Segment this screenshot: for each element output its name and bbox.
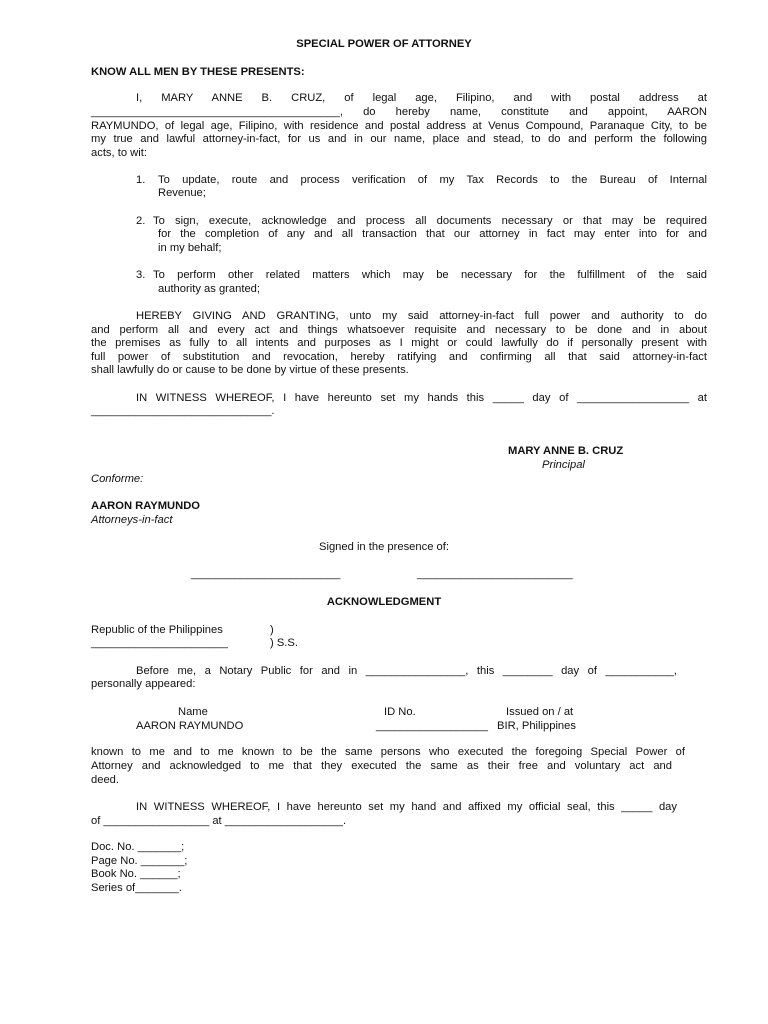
- presence-label: Signed in the presence of:: [319, 541, 449, 553]
- venue-blank: ______________________: [91, 637, 228, 649]
- witness2-line1: IN WITNESS WHEREOF, I have hereunto set my hand and affixed my official seal, this _____ day: [136, 801, 677, 813]
- intro-heading: KNOW ALL MEN BY THESE PRESENTS:: [91, 66, 305, 78]
- witness1-line1: IN WITNESS WHEREOF, I have hereunto set my hands this _____ day of __________________ at: [136, 392, 707, 404]
- table-cell-issued: BIR, Philippines: [497, 720, 576, 732]
- item1-number: 1.: [136, 174, 146, 186]
- para2-line5: shall lawfully do or cause to be done by virtue of these presents.: [91, 364, 409, 376]
- item3-number: 3.: [136, 269, 146, 281]
- para2-line1: HEREBY GIVING AND GRANTING, unto my said attorney-in-fact full power and authority to do: [136, 310, 707, 322]
- witness-signature-line-1: ________________________: [191, 568, 341, 580]
- para1-line1: I, MARY ANNE B. CRUZ, of legal age, Filipino, and with postal address at: [136, 92, 707, 104]
- para2-line3: the premises as fully to all intents and purposes as I might or could lawfully do if personally present with: [91, 337, 707, 349]
- item2-line1: To sign, execute, acknowledge and process all documents necessary or that may be required: [153, 215, 707, 227]
- item2-line2: for the completion of any and all transaction that our attorney in fact may enter into for and: [158, 228, 707, 240]
- table-header-id: ID No.: [384, 706, 416, 718]
- principal-role: Principal: [542, 459, 585, 471]
- item3-line1: To perform other related matters which may be necessary for the fulfillment of the said: [153, 269, 707, 281]
- before-me-line1: Before me, a Notary Public for and in ________________, this ________ day of ___________,: [136, 665, 677, 677]
- para2-line2: and perform all and every act and things whatsoever requisite and necessary to be done and in about: [91, 324, 707, 336]
- before-me-line2: personally appeared:: [91, 678, 196, 690]
- series-of: Series of_______.: [91, 882, 182, 894]
- known-line2: Attorney and acknowledged to me that they executed the same as their free and voluntary act and: [91, 760, 672, 772]
- para1-line3: RAYMUNDO, of legal age, Filipino, with residence and postal address at Venus Compound, Paranaque City, to be: [91, 120, 707, 132]
- table-header-issued: Issued on / at: [506, 706, 574, 718]
- known-line3: deed.: [91, 774, 119, 786]
- table-cell-id: __________________: [376, 720, 488, 732]
- page-no: Page No. _______;: [91, 855, 188, 867]
- acknowledgment-title: ACKNOWLEDGMENT: [326, 596, 442, 608]
- doc-no: Doc. No. _______;: [91, 841, 185, 853]
- para1-line2: ________________________________________, do hereby name, constitute and appoint, AARON: [91, 106, 707, 118]
- attorney-role: Attorneys-in-fact: [91, 514, 173, 526]
- venue-paren: ): [270, 624, 274, 636]
- witness2-line2: of _________________ at ___________________.: [91, 815, 347, 827]
- principal-name: MARY ANNE B. CRUZ: [508, 445, 624, 457]
- venue-country: Republic of the Philippines: [91, 624, 223, 636]
- item1-line1: To update, route and process verification of my Tax Records to the Bureau of Internal: [158, 174, 707, 186]
- venue-ss: ) S.S.: [270, 637, 298, 649]
- item3-line2: authority as granted;: [158, 283, 260, 295]
- conforme-label: Conforme:: [91, 473, 144, 485]
- para1-line5: acts, to wit:: [91, 147, 147, 159]
- witness1-line2: _____________________________.: [91, 405, 275, 417]
- book-no: Book No. ______;: [91, 868, 181, 880]
- known-line1: known to me and to me known to be the same persons who executed the foregoing Special Power of: [91, 746, 685, 758]
- para1-line4: my true and lawful attorney-in-fact, for us and in our name, place and stead, to do and perform the following: [91, 133, 707, 145]
- document-title: SPECIAL POWER OF ATTORNEY: [296, 38, 472, 50]
- table-cell-name: AARON RAYMUNDO: [136, 720, 244, 732]
- para2-line4: full power of substitution and revocation, hereby ratifying and confirming all that said attorney-in-fact: [91, 351, 707, 363]
- item2-line3: in my behalf;: [158, 242, 222, 254]
- item1-line2: Revenue;: [158, 187, 206, 199]
- attorney-name: AARON RAYMUNDO: [91, 500, 200, 512]
- witness-signature-line-2: _________________________: [417, 568, 573, 580]
- item2-number: 2.: [136, 215, 146, 227]
- table-header-name: Name: [178, 706, 208, 718]
